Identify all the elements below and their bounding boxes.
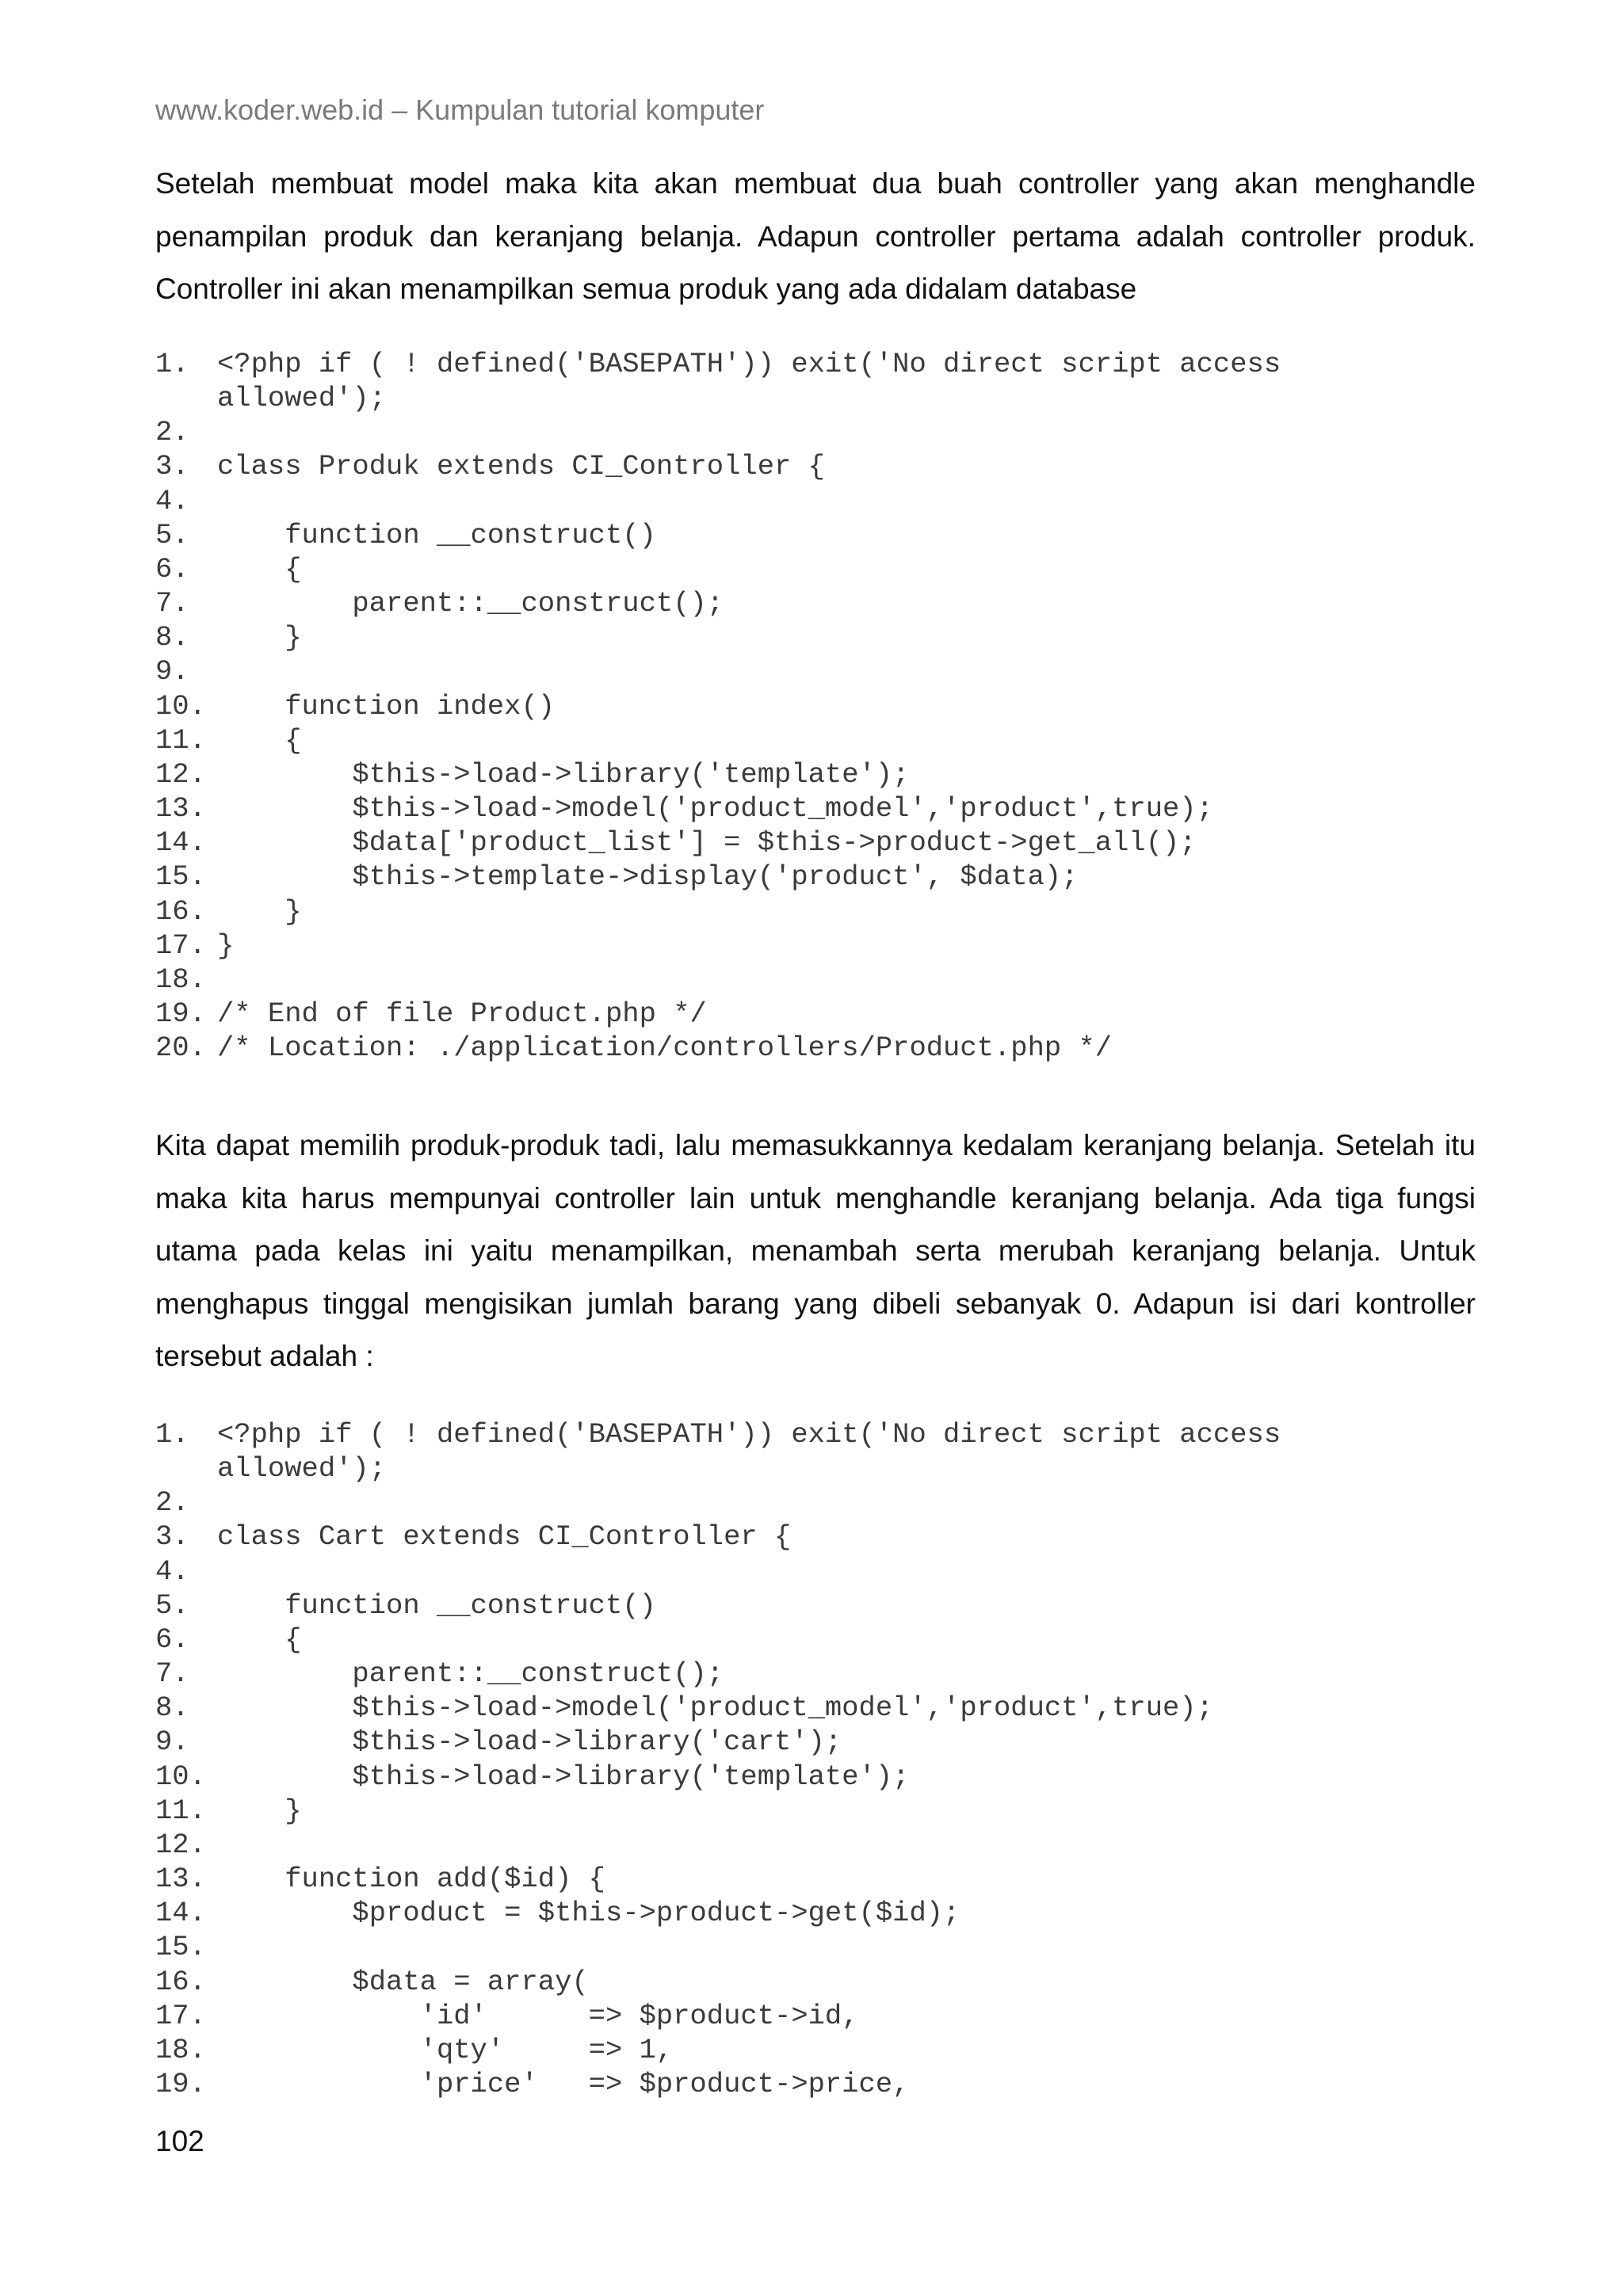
code-line xyxy=(155,518,1503,552)
line-number: 10. xyxy=(155,689,206,723)
code-line xyxy=(155,2033,1503,2067)
code-line xyxy=(155,586,1503,620)
code-line xyxy=(155,1828,1503,1862)
code-line xyxy=(155,2067,1503,2101)
code-line xyxy=(155,1031,1503,1065)
code-text: class Produk extends CI_Controller { xyxy=(217,450,825,483)
code-text: 'price' => $product->price, xyxy=(217,2067,910,2100)
code-text: $data = array( xyxy=(217,1965,589,1998)
code-text: $this->load->model('product_model','product',true); xyxy=(217,792,1213,826)
line-number: 2. xyxy=(155,1486,189,1520)
code-line xyxy=(155,757,1503,791)
code-line xyxy=(155,1999,1503,2033)
code-line xyxy=(155,963,1503,997)
code-line xyxy=(155,449,1503,483)
code-text: } xyxy=(217,929,235,962)
code-text: $product = $this->product->get($id); xyxy=(217,1897,960,1930)
line-number: 9. xyxy=(155,655,189,688)
code-text: $this->load->library('template'); xyxy=(217,1760,910,1793)
code-text: /* End of file Product.php */ xyxy=(217,997,707,1030)
code-text: parent::__construct(); xyxy=(217,587,724,620)
code-text: <?php if ( ! defined('BASEPATH')) exit('No direct script access xyxy=(217,1418,1281,1451)
line-number: 11. xyxy=(155,1794,206,1827)
line-number: 19. xyxy=(155,2067,206,2100)
line-number: 10. xyxy=(155,1760,206,1793)
code-line xyxy=(155,997,1503,1031)
line-number: 4. xyxy=(155,1554,189,1588)
code-line xyxy=(155,1896,1503,1930)
code-line xyxy=(155,1691,1503,1725)
code-line xyxy=(155,1794,1503,1828)
page-number: 102 xyxy=(155,2125,204,2157)
line-number: 16. xyxy=(155,1965,206,1998)
code-line xyxy=(155,1417,1503,1451)
line-number: 5. xyxy=(155,1589,189,1622)
code-line-continuation: allowed'); xyxy=(217,1452,387,1486)
line-number: 20. xyxy=(155,1032,206,1065)
line-number: 1. xyxy=(155,1418,189,1451)
code-line xyxy=(155,1930,1503,1964)
code-text: /* Location: ./application/controllers/Product.php */ xyxy=(217,1032,1113,1065)
line-number: 13. xyxy=(155,792,206,826)
code-line xyxy=(155,723,1503,757)
line-number: 6. xyxy=(155,552,189,585)
code-text: } xyxy=(217,621,302,654)
code-line xyxy=(155,1862,1503,1896)
code-text: $this->load->library('cart'); xyxy=(217,1726,842,1759)
code-text: $data['product_list'] = $this->product->get_all(); xyxy=(217,826,1197,860)
code-line xyxy=(155,1589,1503,1623)
code-line xyxy=(155,1725,1503,1759)
intro-paragraph: Setelah membuat model maka kita akan membuat dua buah controller yang akan menghandle penampilan produk dan keranjang belanja. Adapun controller pertama adalah controller produk. Controller ini akan menampilkan semua produk yang ada didalam database xyxy=(155,167,1476,306)
line-number: 3. xyxy=(155,450,189,483)
line-number: 14. xyxy=(155,1897,206,1930)
line-number: 17. xyxy=(155,929,206,962)
line-number: 5. xyxy=(155,518,189,551)
code-text: function __construct() xyxy=(217,518,656,551)
code-line xyxy=(155,1623,1503,1657)
code-line xyxy=(155,347,1503,381)
code-line xyxy=(155,894,1503,929)
code-block-cart xyxy=(155,1417,1503,2101)
code-line xyxy=(155,620,1503,654)
line-number: 8. xyxy=(155,1691,189,1725)
code-line xyxy=(155,415,1503,449)
code-line xyxy=(155,1760,1503,1794)
code-line xyxy=(155,689,1503,723)
code-line xyxy=(155,484,1503,518)
code-text: { xyxy=(217,723,302,757)
code-text: } xyxy=(217,1794,302,1827)
code-text: $this->load->model('product_model','product',true); xyxy=(217,1691,1213,1725)
code-line xyxy=(155,1554,1503,1589)
line-number: 16. xyxy=(155,894,206,928)
line-number: 19. xyxy=(155,997,206,1030)
line-number: 13. xyxy=(155,1863,206,1896)
code-text: class Cart extends CI_Controller { xyxy=(217,1520,792,1554)
code-text: { xyxy=(217,1623,302,1656)
code-line xyxy=(155,929,1503,963)
line-number: 6. xyxy=(155,1623,189,1656)
page-header: www.koder.web.id – Kumpulan tutorial komputer xyxy=(155,93,765,126)
line-number: 14. xyxy=(155,826,206,860)
line-number: 1. xyxy=(155,348,189,380)
code-line xyxy=(155,552,1503,586)
line-number: 2. xyxy=(155,416,189,449)
code-line xyxy=(155,826,1503,860)
line-number: 3. xyxy=(155,1520,189,1554)
line-number: 4. xyxy=(155,484,189,517)
cart-intro-paragraph: Kita dapat memilih produk-produk tadi, lalu memasukkannya kedalam keranjang belanja. Setelah itu maka kita harus mempunyai controller lain untuk menghandle keranjang belanja. Ada tiga fungsi utama pada kelas ini yaitu menampilkan, menambah serta merubah keranjang belanja. Untuk menghapus tinggal mengisikan jumlah barang yang dibeli sebanyak 0. Adapun isi dari kontroller tersebut adalah : xyxy=(155,1129,1476,1373)
code-text: 'qty' => 1, xyxy=(217,2033,674,2066)
line-number: 11. xyxy=(155,723,206,757)
line-number: 9. xyxy=(155,1726,189,1759)
code-text: 'id' => $product->id, xyxy=(217,1999,859,2032)
line-number: 8. xyxy=(155,621,189,654)
code-line xyxy=(155,1657,1503,1691)
line-number: 12. xyxy=(155,1828,206,1861)
code-block-produk xyxy=(155,347,1503,1065)
code-text: function add($id) { xyxy=(217,1863,605,1896)
code-line xyxy=(155,654,1503,688)
code-line xyxy=(155,791,1503,826)
line-number: 15. xyxy=(155,1931,206,1964)
code-line-continuation: allowed'); xyxy=(217,382,387,415)
line-number: 15. xyxy=(155,860,206,894)
code-text: { xyxy=(217,552,302,585)
line-number: 12. xyxy=(155,757,206,791)
line-number: 18. xyxy=(155,2033,206,2066)
code-text: $this->load->library('template'); xyxy=(217,757,910,791)
code-line xyxy=(155,1486,1503,1520)
code-text: } xyxy=(217,894,302,928)
code-text: parent::__construct(); xyxy=(217,1657,724,1691)
line-number: 7. xyxy=(155,1657,189,1691)
line-number: 18. xyxy=(155,963,206,996)
code-line xyxy=(155,1520,1503,1554)
code-text: function index() xyxy=(217,689,556,723)
code-text: <?php if ( ! defined('BASEPATH')) exit('No direct script access xyxy=(217,348,1281,380)
line-number: 17. xyxy=(155,1999,206,2032)
code-line xyxy=(155,1965,1503,1999)
code-line xyxy=(155,860,1503,894)
code-text: function __construct() xyxy=(217,1589,656,1622)
line-number: 7. xyxy=(155,587,189,620)
code-text: $this->template->display('product', $data); xyxy=(217,860,1079,894)
